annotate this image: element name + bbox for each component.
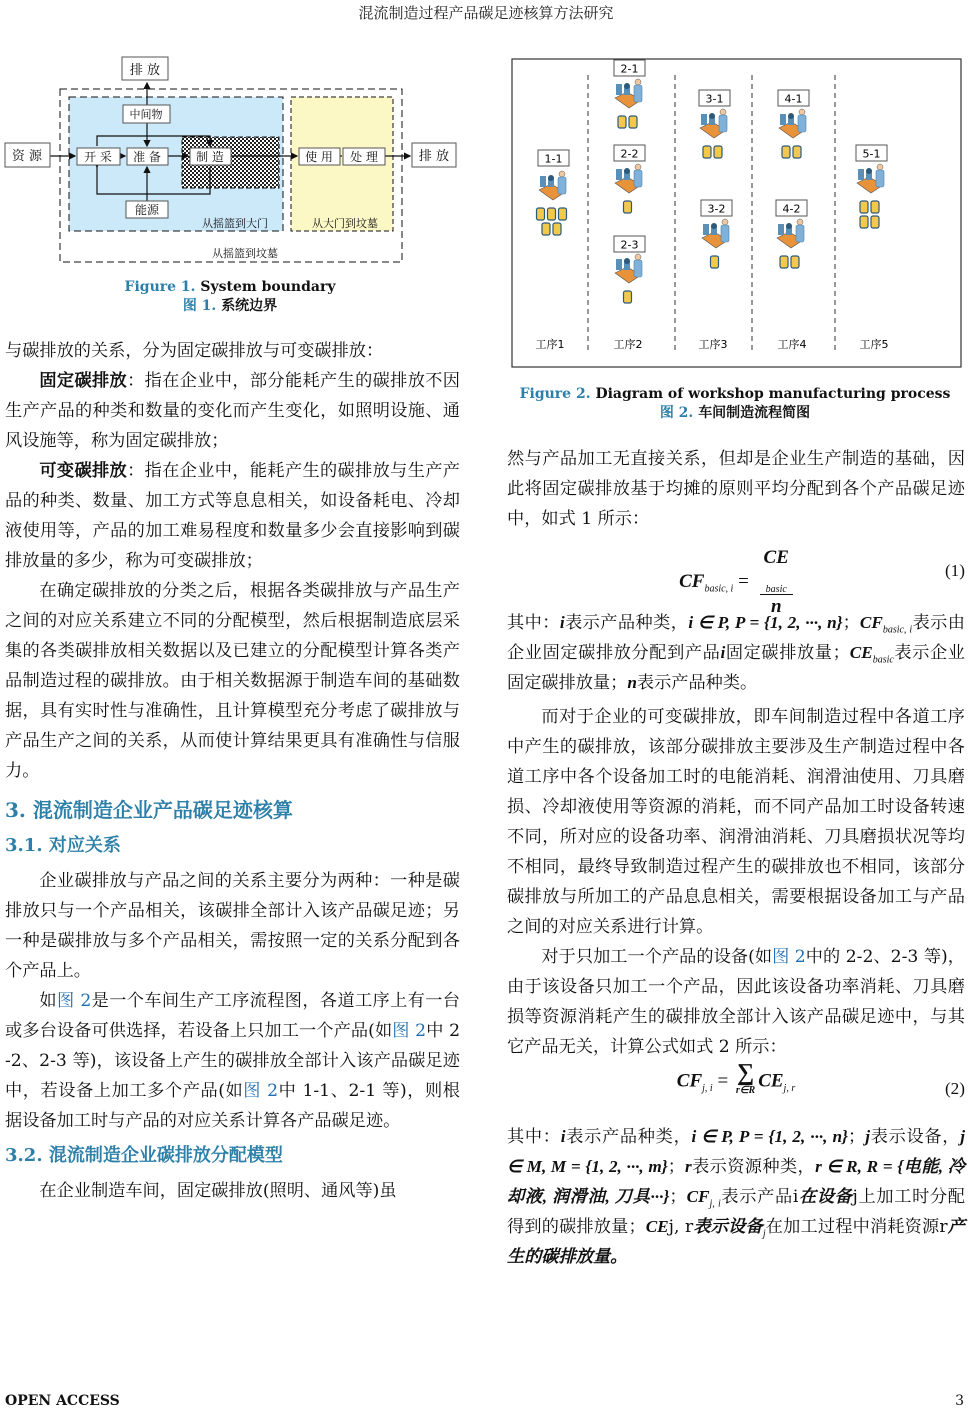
node-mining: 开 采 <box>84 150 112 164</box>
node-manufacturing: 制 造 <box>196 150 224 164</box>
part-icon <box>714 146 722 158</box>
text: 中 1-1、2-1 等)，则根据设备加工时与产品的对应关系计算各产品碳足迹。 <box>5 1081 460 1131</box>
text: 表示由企业固定碳排放分配到产品 <box>507 613 965 663</box>
paragraph: 企业碳排放与产品之间的关系主要分为两种：一种是碳排放只与一个产品相关，该碳排全部计入该产品碳足迹；另一种是碳排放与多个产品相关，需按照一定的关系分配到各个产品上。 <box>5 871 460 981</box>
equation-2-explanation <box>507 1122 965 1272</box>
machine-label: 1-1 <box>544 152 563 166</box>
equation-number: (1) <box>944 561 965 580</box>
math: j ∈ M, M = {1, 2, ···, m} <box>507 1127 965 1176</box>
text: ：指在企业中，部分能耗产生的碳排放不因生产产品的种类和数量的变化而产生变化，如照明设施、通风设施等，称为固定碳排放； <box>5 371 460 451</box>
math-sub: basic, i <box>882 624 913 636</box>
caption-text: 车间制造流程简图 <box>698 405 811 421</box>
math: CE <box>763 547 789 568</box>
math: i ∈ P, P = {1, 2, ···, n} <box>691 1127 849 1146</box>
part-icon <box>780 256 788 268</box>
machine-label: 2-1 <box>620 62 639 76</box>
term: 可变碳排放 <box>39 461 128 481</box>
text: 表示设备， <box>870 1127 961 1147</box>
subsection-heading-3-1: 3.1. 对应关系 <box>5 835 121 856</box>
math-sub-wrap <box>709 1187 721 1210</box>
figure-2-caption <box>500 385 970 423</box>
text: 对于只加工一个产品的设备(如 <box>541 947 773 967</box>
process-label: 工序3 <box>698 338 728 351</box>
caption-label: 图 1. <box>182 298 217 314</box>
sum-symbol: ∑ <box>736 1060 755 1086</box>
text: r <box>939 1217 948 1237</box>
machine-label: 2-2 <box>620 147 639 161</box>
part-icon <box>553 223 561 235</box>
right-column <box>507 444 965 1272</box>
part-icon <box>537 208 545 220</box>
figure-2-link[interactable]: 图 2 <box>56 991 92 1011</box>
text: 中的 2-2、2-3 等)，由于该设备只加工一个产品，因此该设备功率消耗、刀具磨损等资源消耗产生的碳排放全部计入该产品碳足迹中，与其它产品无关，计算公式如式 2 所示： <box>507 947 965 1057</box>
page-number: 3 <box>955 1393 964 1409</box>
part-icon <box>548 208 556 220</box>
text: 表示企业固定碳排放量； <box>507 643 965 693</box>
node-energy: 能源 <box>134 203 160 217</box>
figure-2-link[interactable]: 图 2 <box>392 1021 427 1041</box>
part-icon <box>629 116 637 128</box>
part-icon <box>860 216 868 228</box>
math: 产生的碳排放量。 <box>507 1217 965 1266</box>
figure-2-link[interactable]: 图 2 <box>772 947 806 967</box>
machine-label: 5-1 <box>862 147 881 161</box>
text: ； <box>667 1157 685 1177</box>
running-header: 混流制造过程产品碳足迹核算方法研究 <box>358 4 614 22</box>
math-sub: j, i <box>702 1083 713 1095</box>
part-icon <box>711 256 719 268</box>
paragraph: 在企业制造车间，固定碳排放(照明、通风等)虽 <box>39 1181 397 1201</box>
part-icon <box>624 201 632 213</box>
math: n <box>627 673 637 692</box>
math-sub: basic, i <box>704 583 734 595</box>
machine-label: 2-3 <box>620 238 639 252</box>
label-gate-to-grave: 从大门到坟墓 <box>312 217 378 230</box>
caption-text: 系统边界 <box>221 298 278 314</box>
math: r <box>684 1157 692 1176</box>
math: i <box>720 643 726 662</box>
math-sub: basic <box>765 583 787 595</box>
node-preparation: 准 备 <box>133 150 161 164</box>
math: CF <box>679 570 705 592</box>
math: CF <box>676 1070 703 1092</box>
paragraph: 与碳排放的关系，分为固定碳排放与可变碳排放： <box>5 341 384 361</box>
text: 上加工时分配得到的碳排放量； <box>507 1187 965 1237</box>
part-icon <box>860 201 868 213</box>
part-icon <box>871 201 879 213</box>
math: n <box>770 596 782 617</box>
paragraph: 在确定碳排放的分类之后，根据各类碳排放与产品生产之间的对应关系建立不同的分配模型，然后根据制造底层采集的各类碳排放相关数据以及已建立的分配模型计算各类产品制造过程的碳排放。由于相关数据源于制造车间的基础数据，具有实时性与准确性，且计算模型充分考虑了碳排放与产品生产之间的关系，从而使计算结果更具有准确性与信服力。 <box>5 581 460 781</box>
math: = <box>733 570 754 592</box>
text: 其中： <box>507 1127 561 1147</box>
caption-text: Diagram of workshop manufacturing process <box>595 386 951 402</box>
math: CF <box>686 1187 710 1206</box>
part-icon <box>791 256 799 268</box>
part-icon <box>542 223 550 235</box>
text: ：指在企业中，能耗产生的碳排放与生产产品的种类、数量、加工方式等息息相关，如设备耗电、冷却液使用等，产品的加工难易程度和数量多少会直接影响到碳排放量的多少，称为可变碳排放； <box>5 461 460 571</box>
node-disposal: 处 理 <box>350 150 378 164</box>
math: 表示设备 <box>693 1217 763 1236</box>
part-icon <box>871 216 879 228</box>
node-intermediate: 中间物 <box>129 108 163 121</box>
text: 表示产品种类。 <box>636 673 758 693</box>
section-heading-3: 3. 混流制造企业产品碳足迹核算 <box>5 798 293 822</box>
machine-label: 3-1 <box>705 92 724 106</box>
paragraph-variable-emission <box>5 456 460 576</box>
math: = <box>712 1070 733 1092</box>
text: 中 2-2、2-3 等)，该设备上产生的碳排放全部计入该产品碳足迹中，若设备上加工多个产品(如 <box>5 1021 460 1101</box>
paragraph-fixed-emission <box>5 366 460 456</box>
math-sub: j <box>762 1228 766 1240</box>
math-sub: basic <box>872 654 894 666</box>
text: 在加工过程中消耗资源 <box>765 1217 940 1237</box>
math: CF <box>859 613 883 632</box>
part-icon <box>793 146 801 158</box>
text: 表示资源种类， <box>691 1157 816 1177</box>
math: CE <box>849 643 873 662</box>
math: i <box>560 1127 566 1146</box>
figure-2-workshop-process <box>500 55 970 375</box>
process-label: 工序5 <box>859 338 889 351</box>
paragraph <box>5 986 460 1136</box>
text: 是一个车间生产工序流程图，各道工序上有一台或多台设备可供选择，若设备上只加工一个产品(如 <box>5 991 460 1041</box>
equation-1 <box>507 544 965 617</box>
math-sub: j, r <box>783 1083 796 1095</box>
math: r ∈ R, R = {电能, 冷却液, 润滑油, 刀具···} <box>507 1157 965 1206</box>
text: ； <box>669 1187 687 1207</box>
figure-1-caption <box>0 278 460 316</box>
caption-label: 图 2. <box>659 405 694 421</box>
process-label: 工序2 <box>613 338 643 351</box>
machine-label: 3-2 <box>707 202 726 216</box>
text: ； <box>848 1127 866 1147</box>
figure-1-system-boundary <box>0 50 470 275</box>
node-emission-top: 排 放 <box>129 63 161 78</box>
math: i <box>559 613 565 632</box>
subsection-heading-3-2: 3.2. 混流制造企业碳排放分配模型 <box>5 1145 283 1166</box>
part-icon <box>703 146 711 158</box>
open-access-label: OPEN ACCESS <box>5 1393 120 1409</box>
process-label: 工序4 <box>777 338 807 351</box>
machine-label: 4-1 <box>784 92 803 106</box>
text: j, r <box>668 1217 694 1237</box>
math: 在设备 <box>798 1187 853 1206</box>
part-icon <box>624 291 632 303</box>
text: ； <box>842 613 860 633</box>
text: 如 <box>39 991 57 1011</box>
node-use: 使 用 <box>305 150 333 164</box>
caption-label: Figure 2. <box>519 386 591 402</box>
caption-text: System boundary <box>200 279 336 295</box>
text: 表示产品种类， <box>564 613 689 633</box>
math-sub: j, i <box>709 1198 721 1210</box>
node-emission-right: 排 放 <box>418 149 450 164</box>
machine-label: 4-2 <box>782 202 801 216</box>
text: 固定碳排放量； <box>725 643 850 663</box>
equation-2 <box>507 1062 965 1122</box>
math: CE <box>645 1217 669 1236</box>
figure-2-link[interactable]: 图 2 <box>243 1081 279 1101</box>
equation-number: (2) <box>944 1079 965 1098</box>
part-icon <box>782 146 790 158</box>
paragraph: 而对于企业的可变碳排放，即车间制造过程中各道工序中产生的碳排放，该部分碳排放主要涉及生产制造过程中各道工序中各个设备加工时的电能消耗、润滑油使用、刀具磨损、冷却液使用等资源的消耗，而不同产品加工时设备转速不同，所对应的设备功率、润滑油消耗、刀具磨损状况等均不相同，最终导致制造过程产生的碳排放也不相同，该部分碳排放与所加工的产品息息相关，需要根据设备加工与产品之间的对应关系进行计算。 <box>507 707 965 937</box>
text: i <box>792 1187 799 1207</box>
label-cradle-to-grave: 从摇篮到坟墓 <box>212 247 278 260</box>
part-icon <box>559 208 567 220</box>
term: 固定碳排放 <box>39 371 128 391</box>
text: 表示产品种类， <box>565 1127 692 1147</box>
caption-label: Figure 1. <box>124 279 196 295</box>
math: j <box>865 1127 870 1146</box>
text: 表示产品 <box>720 1187 793 1207</box>
paragraph <box>507 942 965 1062</box>
label-cradle-to-gate: 从摇篮到大门 <box>202 217 268 230</box>
math: i ∈ P, P = {1, 2, ···, n} <box>688 613 843 632</box>
process-label: 工序1 <box>535 338 565 351</box>
part-icon <box>618 116 626 128</box>
text: 其中： <box>507 613 560 633</box>
math-sub: r∈R <box>735 1085 756 1096</box>
equation-1-explanation <box>507 608 965 698</box>
math: CE <box>758 1070 784 1092</box>
text: j <box>852 1187 858 1207</box>
left-column <box>5 336 460 1206</box>
paragraph: 然与产品加工无直接关系，但却是企业生产制造的基础，因此将固定碳排放基于均摊的原则平均分配到各个产品碳足迹中，如式 1 所示： <box>507 449 965 529</box>
node-resource: 资 源 <box>11 149 43 164</box>
